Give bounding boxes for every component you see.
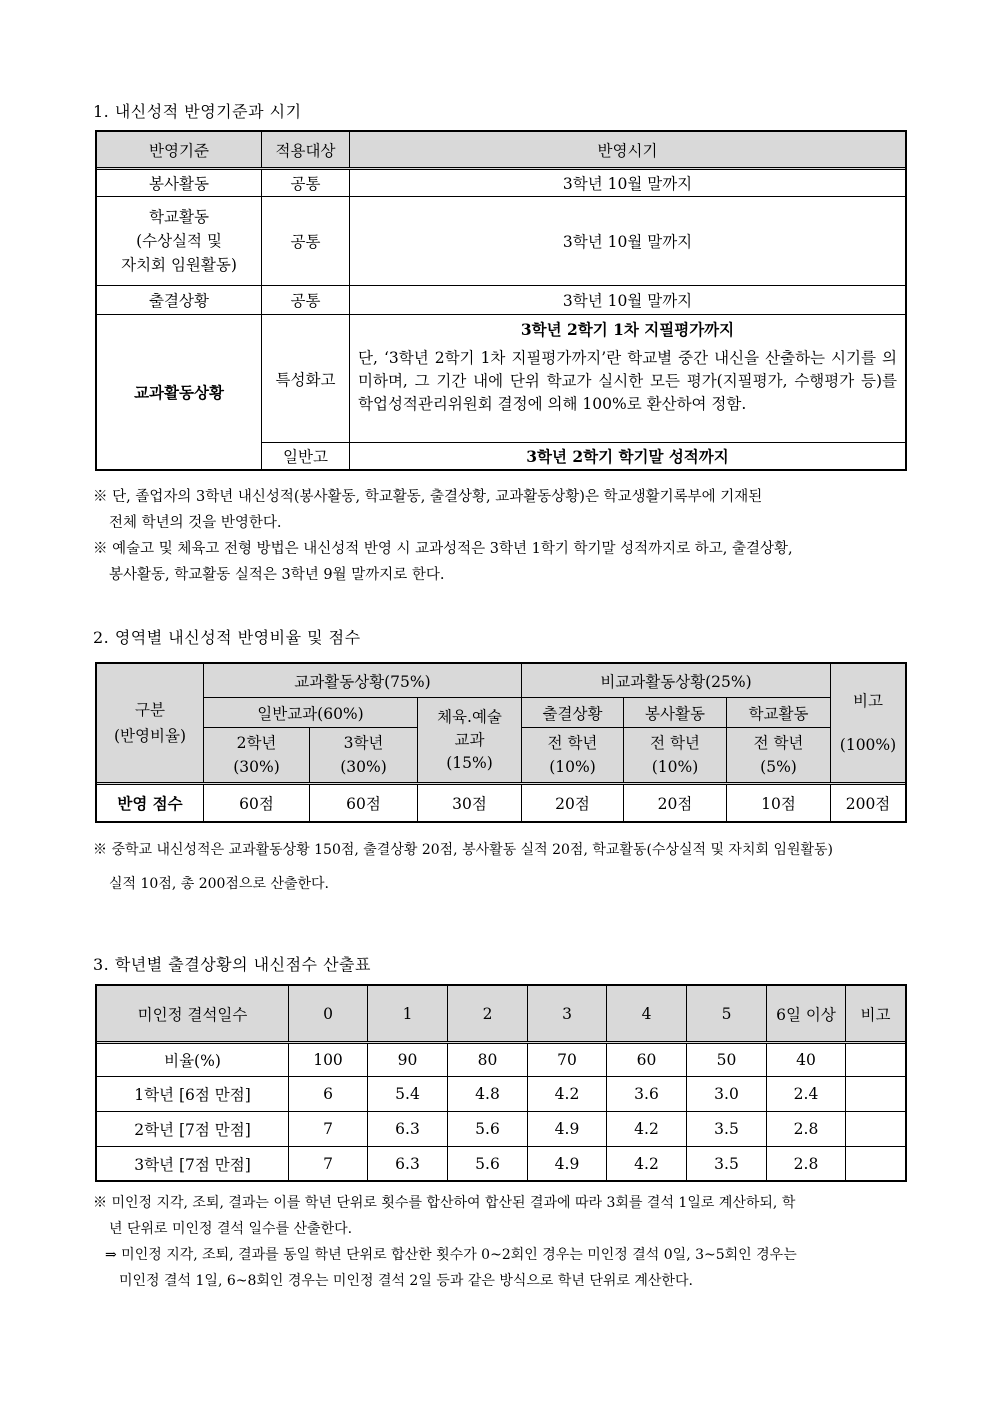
pe-arts-line: 체육.예술: [437, 707, 502, 726]
volunteer-sub: [624, 728, 727, 784]
table-row: [97, 1147, 906, 1181]
header-row: [97, 986, 906, 1043]
score-cell: 30점: [418, 784, 522, 822]
school-activity-header: 학교활동: [727, 698, 831, 728]
value-cell: 2.4: [767, 1077, 846, 1112]
value-cell: 5.6: [448, 1112, 528, 1147]
value-cell: 5.4: [368, 1077, 448, 1112]
header-cell: 미인정 결석일수: [97, 986, 289, 1043]
table-row: [97, 286, 906, 315]
note-line: 봉사활동, 학교활동 실적은 3학년 9월 말까지로 한다.: [109, 567, 445, 583]
criterion-cell: 봉사활동: [97, 169, 262, 197]
table-row: [97, 1043, 906, 1077]
row-label: 3학년 [7점 만점]: [97, 1147, 289, 1181]
timing-cell: 3학년 10월 말까지: [350, 286, 906, 315]
category-sub: (반영비율): [114, 727, 186, 745]
header-target: 적용대상: [262, 132, 350, 169]
value-cell: 6: [289, 1077, 368, 1112]
note-line: 전체 학년의 것을 반영한다.: [109, 515, 282, 531]
header-criterion: 반영기준: [97, 132, 262, 169]
score-cell: 20점: [522, 784, 624, 822]
score-cell: 200점: [831, 784, 906, 822]
note-line: ※ 단, 졸업자의 3학년 내신성적(봉사활동, 학교활동, 출결상황, 교과활동상황)은 학교생활기록부에 기재된: [93, 489, 763, 505]
value-cell: 80: [448, 1043, 528, 1077]
pe-arts-header: [418, 698, 522, 784]
header-cell: 0: [289, 986, 368, 1043]
value-cell: 90: [368, 1043, 448, 1077]
note-line: 미인정 결석 1일, 6~8회인 경우는 미인정 결석 2일 등과 같은 방식으로 학년 단위로 계산한다.: [119, 1273, 693, 1289]
note-label: 비고: [853, 692, 883, 710]
value-cell: 7: [289, 1112, 368, 1147]
note-line: ※ 예술고 및 체육고 전형 방법은 내신성적 반영 시 교과성적은 3학년 1학기 학기말 성적까지로 하고, 출결상황,: [93, 541, 793, 557]
col-name: 2학년: [236, 734, 277, 752]
row-label: 1학년 [6점 만점]: [97, 1077, 289, 1112]
general-subject-header: 일반교과(60%): [204, 698, 418, 728]
subject-group-header: 교과활동상황(75%): [204, 664, 522, 698]
pe-arts-line: (15%): [446, 753, 493, 772]
category-header: [97, 664, 204, 784]
col-pct: (10%): [549, 758, 596, 776]
note-line: ⇒ 미인정 지각, 조퇴, 결과를 동일 학년 단위로 합산한 횟수가 0~2회인 경우는 미인정 결석 0일, 3~5회인 경우는: [105, 1247, 797, 1263]
value-cell: 50: [687, 1043, 767, 1077]
timing-note: 단, ‘3학년 2학기 1차 지필평가까지’란 학교별 중간 내신을 산출하는 시기를 의미하며, 그 기간 내에 단위 학교가 실시한 모든 평가(지필평가, 수행평가 등)를 학업성적관리위원회 결정에 의해 100%로 환산하여 정함.: [350, 343, 906, 443]
score-cell: 10점: [727, 784, 831, 822]
criterion-cell: 출결상황: [97, 286, 262, 315]
section1-title: 1. 내신성적 반영기준과 시기: [93, 102, 302, 121]
pe-arts-line: 교과: [454, 730, 485, 749]
header-timing: 반영시기: [350, 132, 906, 169]
row-label: 비율(%): [97, 1043, 289, 1077]
section3-title: 3. 학년별 출결상황의 내신점수 산출표: [93, 955, 371, 974]
header-cell: 3: [528, 986, 607, 1043]
target-cell: 공통: [262, 286, 350, 315]
grade3-header: [310, 728, 418, 784]
value-cell: 6.3: [368, 1147, 448, 1181]
note-line: 실적 10점, 총 200점으로 산출한다.: [109, 876, 330, 892]
ratio-table: [96, 663, 906, 822]
criterion-cell: [97, 197, 262, 286]
grade2-header: [204, 728, 310, 784]
header-cell: 4: [607, 986, 687, 1043]
attendance-sub: [522, 728, 624, 784]
value-cell: 60: [607, 1043, 687, 1077]
col-pct: (30%): [340, 758, 387, 776]
note-cell: [846, 1147, 906, 1181]
value-cell: 3.0: [687, 1077, 767, 1112]
row-label: 2학년 [7점 만점]: [97, 1112, 289, 1147]
section1-note: [93, 484, 908, 588]
value-cell: 2.8: [767, 1147, 846, 1181]
score-row: [97, 784, 906, 822]
criterion-cell: 교과활동상황: [97, 315, 262, 470]
criteria-table: [96, 131, 906, 470]
volunteer-header: 봉사활동: [624, 698, 727, 728]
timing-cell: 3학년 2학기 1차 지필평가까지: [350, 315, 906, 343]
value-cell: 4.2: [528, 1077, 607, 1112]
note-pct: (100%): [839, 736, 897, 754]
col-sub: 전 학년: [650, 734, 700, 752]
col-pct: (30%): [233, 758, 280, 776]
attendance-table: [96, 985, 906, 1181]
target-cell: 일반고: [262, 443, 350, 470]
value-cell: 3.5: [687, 1147, 767, 1181]
value-cell: 70: [528, 1043, 607, 1077]
timing-cell: 3학년 10월 말까지: [350, 169, 906, 197]
value-cell: 40: [767, 1043, 846, 1077]
col-name: 3학년: [343, 734, 384, 752]
category-label: 구분: [135, 701, 165, 719]
score-cell: 60점: [310, 784, 418, 822]
col-sub: 전 학년: [547, 734, 598, 752]
section2-note: [93, 833, 908, 901]
value-cell: 100: [289, 1043, 368, 1077]
note-line: 년 단위로 미인정 결석 일수를 산출한다.: [109, 1221, 353, 1237]
value-cell: 2.8: [767, 1112, 846, 1147]
table-row: [97, 315, 906, 343]
value-cell: 4.2: [607, 1112, 687, 1147]
section3-note: [93, 1190, 908, 1294]
value-cell: 5.6: [448, 1147, 528, 1181]
value-cell: 7: [289, 1147, 368, 1181]
note-line: ※ 미인정 지각, 조퇴, 결과는 이를 학년 단위로 횟수를 합산하여 합산된 결과에 따라 3회를 결석 1일로 계산하되, 학: [93, 1195, 796, 1211]
score-cell: 60점: [204, 784, 310, 822]
col-sub: 전 학년: [753, 734, 804, 752]
value-cell: 3.5: [687, 1112, 767, 1147]
value-cell: 6.3: [368, 1112, 448, 1147]
header-cell: 비고: [846, 986, 906, 1043]
criterion-line: 자치회 임원활동): [121, 256, 237, 274]
note-cell: [846, 1112, 906, 1147]
value-cell: 4.8: [448, 1077, 528, 1112]
table-row: [97, 169, 906, 197]
value-cell: 4.9: [528, 1112, 607, 1147]
timing-cell: 3학년 2학기 학기말 성적까지: [350, 443, 906, 470]
table-row: [97, 1077, 906, 1112]
header-cell: 5: [687, 986, 767, 1043]
col-pct: (5%): [760, 758, 797, 776]
target-cell: 특성화고: [262, 315, 350, 443]
score-label: 반영 점수: [97, 784, 204, 822]
header-cell: 2: [448, 986, 528, 1043]
timing-cell: 3학년 10월 말까지: [350, 197, 906, 286]
school-activity-sub: [727, 728, 831, 784]
note-header: [831, 664, 906, 784]
table-row: [97, 1112, 906, 1147]
section2-title: 2. 영역별 내신성적 반영비율 및 점수: [93, 628, 361, 647]
col-pct: (10%): [651, 758, 699, 776]
value-cell: 3.6: [607, 1077, 687, 1112]
score-cell: 20점: [624, 784, 727, 822]
target-cell: 공통: [262, 169, 350, 197]
header-cell: 1: [368, 986, 448, 1043]
note-cell: [846, 1077, 906, 1112]
value-cell: 4.9: [528, 1147, 607, 1181]
header-cell: 6일 이상: [767, 986, 846, 1043]
note-cell: [846, 1043, 906, 1077]
criterion-line: 학교활동: [149, 208, 209, 226]
non-subject-group-header: 비교과활동상황(25%): [522, 664, 831, 698]
target-cell: 공통: [262, 197, 350, 286]
note-line: ※ 중학교 내신성적은 교과활동상황 150점, 출결상황 20점, 봉사활동 실적 20점, 학교활동(수상실적 및 자치회 임원활동): [93, 842, 834, 858]
criterion-line: (수상실적 및: [136, 232, 222, 250]
attendance-header: 출결상황: [522, 698, 624, 728]
value-cell: 4.2: [607, 1147, 687, 1181]
table-row: [97, 197, 906, 286]
